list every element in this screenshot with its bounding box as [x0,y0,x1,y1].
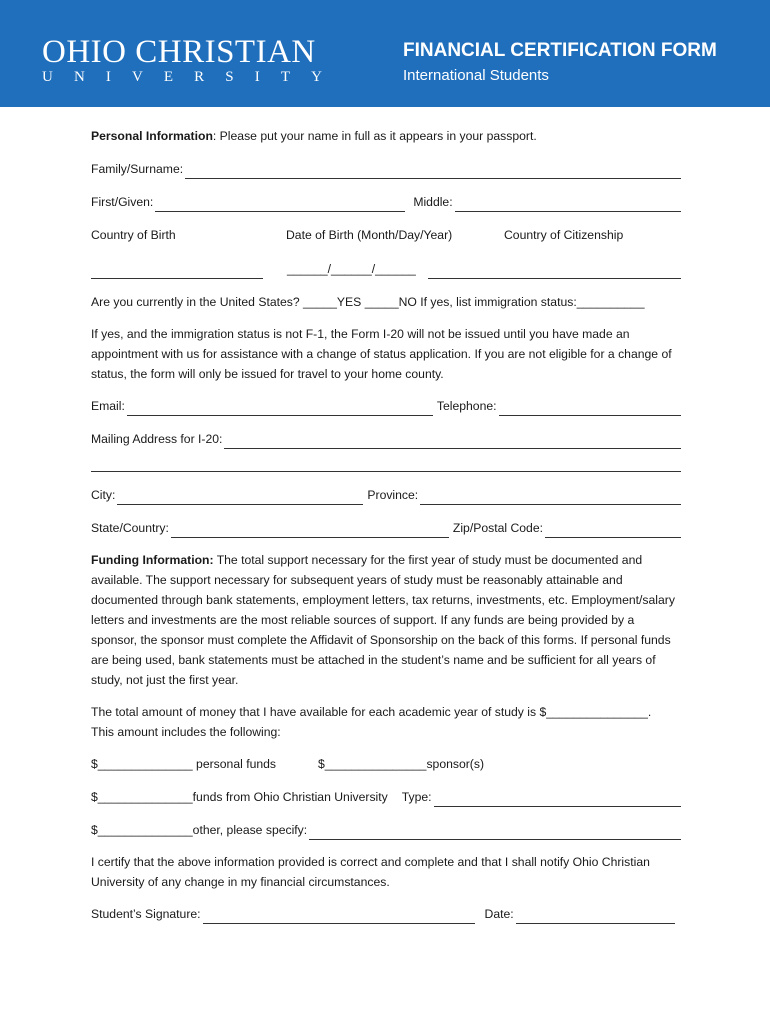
logo-letter: E [163,69,174,85]
email-label: Email: [91,399,125,413]
funding-heading: Funding Information: [91,553,214,567]
date-field[interactable] [516,909,675,924]
other-funds-label[interactable]: $______________other, please specify: [91,823,308,837]
zip-label: Zip/Postal Code: [452,521,544,535]
us-status-question[interactable]: Are you currently in the United States? _____YES _____NO If yes, list immigration status:__________ [91,295,645,309]
telephone-label: Telephone: [436,399,497,413]
total-amount-block [91,702,681,742]
header-banner [0,0,770,107]
funding-info [91,550,681,690]
other-funds-field[interactable] [309,825,681,840]
province-field[interactable] [420,490,681,505]
mailing-address-row-2 [91,457,681,472]
middle-name-field[interactable] [455,197,681,212]
sponsor-funds-field[interactable]: $_______________sponsor(s) [318,757,485,771]
logo-letter: R [194,69,205,85]
country-of-birth-label: Country of Birth [91,228,176,242]
logo-letter: T [280,69,290,85]
status-note: If yes, and the immigration status is not F-1, the Form I-20 will not be issued until you have made an appointment with us for assistance with a change of status application. If you are not eligible for a change of status, the form will only be issued for travel to your home county. [91,327,672,381]
citizenship-field[interactable] [428,264,681,279]
family-name-label: Family/Surname: [91,162,184,176]
contact-row [91,396,681,416]
funds-row-3 [91,820,681,840]
city-field[interactable] [117,490,363,505]
city-row [91,485,681,505]
funds-type-field[interactable] [434,792,681,807]
state-country-label: State/Country: [91,521,169,535]
logo-letter: U [42,69,53,85]
family-name-row [91,159,681,179]
funding-text: The total support necessary for the first year of study must be documented and available. The support necessary for subsequent years of study must be reasonably attainable and documented through bank statements, employment letters, tax returns, investments, etc. Employment/salary letters and investments are the most reliable sources of support. If any funds are being provided by a sponsor, the sponsor must complete the Affidavit of Sponsorship on the back of this forms. If personal funds are being used, bank statements must be attached in the student’s name and be sufficient for all years of study, not just the first year. [91,553,675,687]
signature-label: Student’s Signature: [91,907,201,921]
logo-letter: I [254,69,260,85]
signature-row [91,904,681,924]
given-name-row [91,192,681,212]
logo-letter: I [105,69,111,85]
given-name-label: First/Given: [91,195,154,209]
form-body [91,126,681,924]
email-field[interactable] [127,401,433,416]
logo-letter: S [225,69,234,85]
ocu-funds-field[interactable]: $______________funds from Ohio Christian University [91,790,388,804]
date-of-birth-field[interactable]: ______/______/______ [287,262,416,276]
mailing-address-row [91,429,681,449]
zip-field[interactable] [545,523,681,538]
given-name-field[interactable] [155,197,405,212]
telephone-field[interactable] [499,401,681,416]
country-of-birth-field[interactable] [91,264,263,279]
logo-letter: Y [311,69,322,85]
certification-statement: I certify that the above information provided is correct and complete and that I shall notify Ohio Christian University of any change in my financial circumstances. [91,855,650,889]
personal-info-intro [91,126,681,146]
university-logo: OHIO CHRISTIAN [42,34,316,70]
middle-name-label: Middle: [413,195,453,209]
state-row [91,518,681,538]
logo-letter: V [131,69,143,85]
signature-field[interactable] [203,909,475,924]
personal-info-instructions: : Please put your name in full as it appears in your passport. [212,129,537,143]
province-label: Province: [367,488,419,502]
date-label: Date: [484,907,514,921]
state-country-field[interactable] [171,523,449,538]
logo-letter: N [73,69,85,85]
funds-row-2 [91,787,681,807]
personal-info-heading: Personal Information [91,129,213,143]
form-title: FINANCIAL CERTIFICATION FORM [403,40,717,61]
funds-row-1 [91,754,681,774]
form-subtitle: International Students [403,67,549,84]
mailing-address-field[interactable] [224,434,681,449]
mailing-address-label: Mailing Address for I-20: [91,432,223,446]
family-name-field[interactable] [185,164,681,179]
birth-fields-row [91,259,681,279]
date-of-birth-label: Date of Birth (Month/Day/Year) [286,228,453,242]
citizenship-label: Country of Citizenship [504,228,624,242]
mailing-address-field-2[interactable] [91,457,681,472]
total-amount-line[interactable]: The total amount of money that I have available for each academic year of study is $_______________. [91,705,652,719]
birth-labels-row [91,225,681,245]
city-label: City: [91,488,116,502]
personal-funds-field[interactable]: $______________ personal funds [91,757,277,771]
university-logo-subline [42,68,322,86]
funds-type-label: Type: [401,790,432,804]
total-amount-includes: This amount includes the following: [91,725,281,739]
